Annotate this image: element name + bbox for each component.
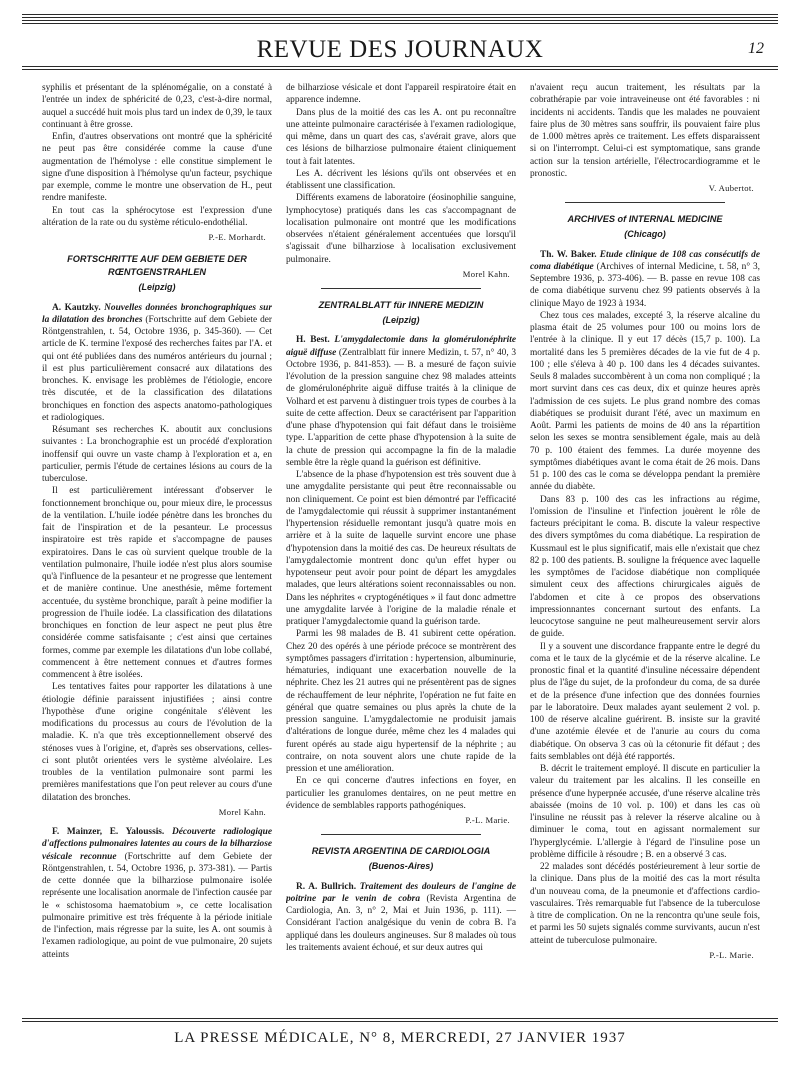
paragraph: n'avaient reçu aucun traitement, les résultats par la cobrathérapie par voie intraveineuse ont été favorables : ni incidents ni accidents. Tandis que les malades ne pouvaient faire plus de 30 mètres sans souffrir, ils pouvaient faire plus de 1.000 mètres après ce traitement. Les effets disparaissent si on l'interrompt. Celui-ci est symptomatique, sans grande action sur la tension artérielle, l'électrocardiogramme et le pronostic. <box>530 83 760 179</box>
article-author: F. Mainzer, E. Yaloussis. <box>52 827 165 837</box>
signature: P.-E. Morhardt. <box>208 232 266 242</box>
signature: P.-L. Marie. <box>465 815 510 825</box>
section-title: REVISTA ARGENTINA DE CARDIOLOGIA <box>311 846 491 857</box>
paragraph: Chez tous ces malades, excepté 3, la réserve alcaline du plasma était de 25 volumes pour 100 ou moins lors de l'entrée à la clinique. Il y eut 17 décès (15,7 p. 100). La mortalité dans les 5 premières décades de la vie fut de 4 p. 100 ; elle s'éleva à 40 p. 100 dans les 4 décades suivantes. Seuls 8 malades succombèrent à un coma non compliqué ; la mort survint dans ces cas deux, dix et quinze heures après l'admission de ces sujets. Le plus grand nombre des comas diabétiques se produisit durant l'été, avec un maximum en Août. Parmi les patients de moins de 40 ans la répartition selon les sexes se montra sensiblement égale, mais au delà 70 p. 100 étaient des femmes. La durée moyenne des symptômes diabétiques avant le coma était de 26 mois. Dans 51 p. 100 des cas le coma se développa pendant la première année du diabète. <box>530 310 760 493</box>
paragraph: Les tentatives faites pour rapporter les dilatations à une étiologie définie paraissent injustifiées ; ainsi contre l'hypothèse d'une origine congénitale s'élèvent les modifications du processus au cours de l'évolution de la maladie. K. n'a que très exceptionnellement observé des sténoses vues à l'origine, et, d'après ses observations, celles-ci sont plutôt orientées vers le système alvéolaire. Les troubles de la ventilation pulmonaire sont parmi les premières manifestations que l'on peut relever au cours d'une dilatation des bronches. <box>42 682 272 803</box>
signature: V. Aubertot. <box>708 183 754 193</box>
article-author: H. Best. <box>296 335 330 346</box>
article-entry <box>286 334 516 469</box>
signature: Morel Kahn. <box>462 268 510 279</box>
paragraph: Enfin, d'autres observations ont montré que la sphéricité ne peut pas être considérée comme la cause d'une augmentation de l'hémolyse : elle constitue simplement le signe d'une disposition à l'hémolyse qu'un facteur, psychique par exemple, comme le montre une observation de H., peut rendre manifeste. <box>42 132 272 204</box>
paragraph: Les A. décrivent les lésions qu'ils ont observées et en établissent une classification. <box>286 168 516 191</box>
article-body: (Revista Argentina de Cardiologia, An. 3, n° 2, Mai et Juin 1936, p. 111). — Considérant l'action analgésique du venin de cobra B. l'a appliqué dans les douleurs angineuses. Sur 8 malades où tous les traitements avaient échoué, et sur deux autres qui <box>286 893 516 953</box>
article-title: L'amygdalectomie dans la glomérulonéphrite aiguë diffuse <box>286 335 516 358</box>
signature: P.-L. Marie. <box>709 949 754 960</box>
column-3 <box>530 82 760 1012</box>
article-entry <box>286 881 516 955</box>
section-title: ARCHIVES of INTERNAL MEDICINE <box>567 214 723 225</box>
section-title: ZENTRALBLATT für INNERE MEDIZIN <box>318 300 484 310</box>
paragraph: de bilharziose vésicale et dont l'appareil respiratoire était en apparence indemne. <box>286 83 516 106</box>
article-title: Découverte radiologique d'affections pulmonaires latentes au cours de la bilharziose vésicale reconnue <box>42 827 272 862</box>
paragraph: syphilis et présentant de la splénomégalie, on a constaté à l'entrée un index de sphéricité de 0,23, c'est-à-dire normal, auquel a succédé huit mois plus tard un index de 0,39, le taux continuant à être grosse. <box>42 83 272 130</box>
header-top-rules <box>22 14 778 26</box>
article-entry <box>42 826 272 961</box>
section-city: (Chicago) <box>624 229 666 240</box>
article-author: Th. W. Baker. <box>540 249 597 260</box>
footer-rules <box>22 1018 778 1024</box>
section-city: (Buenos-Aires) <box>368 861 434 872</box>
page-footer: LA PRESSE MÉDICALE, N° 8, MERCREDI, 27 JANVIER 1937 <box>174 1030 626 1046</box>
article-entry <box>42 302 272 425</box>
article-title: Etude clinique de 108 cas consécutifs de coma diabétique <box>530 249 760 272</box>
journal-section-title: REVUE DES JOURNAUX <box>256 36 544 63</box>
article-body: (Zentralblatt für innere Medizin, t. 57, n° 40, 3 Octobre 1936, p. 841-853). — B. a mesuré de façon suivie l'évolution de la pression sanguine chez 98 malades atteints de glomérulonéphrite aiguë diffuse traités à la clinique de Volhard et est parvenu à distinguer trois types de courbes à la suite de cette affection. Deux se caractérisent par l'apparition d'une phase d'hypotension qui fait défaut dans le troisième type. L'apparition de cette phase d'hypotension à la suite de la chute de pression qui accompagne la fin de la maladie semble être la règle quand la guérison est définitive. <box>286 347 516 468</box>
paragraph: Dans 83 p. 100 des cas les infractions au régime, l'omission de l'insuline et l'infection jouèrent le rôle de facteurs précipitant le coma. B. discute la valeur respective des divers symptômes du coma diabétique. La respiration de Kussmaul est le plus significatif, mais elle n'existait que chez 82 p. 100 des patients. B. souligne la fréquence avec laquelle les symptômes de l'acidose diabétique non compliquée simulent ceux des affections chirurgicales aiguës de l'abdomen et cite à ce propos des observations impressionnantes concernant surtout des enfants. La leucocytose sanguine ne peut malheureusement servir alors de guide. <box>530 494 760 640</box>
paragraph: Résumant ses recherches K. aboutit aux conclusions suivantes : La bronchographie est un procédé d'exploration inoffensif qui ouvre un vaste champ à l'exploration et a, en particulier, permis l'étude de certaines lésions au cours de la tuberculose. <box>42 425 272 484</box>
article-title: Traitement des douleurs de l'angine de poitrine par le venin de cobra <box>286 881 516 904</box>
article-title: Nouvelles données bronchographiques sur la dilatation des bronches <box>42 302 272 325</box>
section-divider <box>321 834 481 835</box>
paragraph: En tout cas la sphérocytose est l'expression d'une altération de la rate ou du système réticulo-endothélial. <box>42 205 272 228</box>
text-columns <box>42 82 760 1012</box>
section-city: (Leipzig) <box>382 315 420 325</box>
paragraph: Parmi les 98 malades de B. 41 subirent cette opération. Chez 20 des opérés à une période précoce se montrèrent des symptômes passagers d'irritation : hypertension, albuminurie, hématuries, indiquant une exacerbation nouvelle de la néphrite. Chez les 21 autres qui ne présentèrent pas de signes de réchauffement de leur néphrite, l'opération ne fut faite en général que quatre semaines ou plus après la chute de la pression sanguine. L'amygdalectomie ne produisit jamais d'altérations de longue durée, même chez les 4 malades qui furent opérés au stade aigu hypertensif de la néphrite ; au contraire, on nota souvent alors une chute rapide de la pression et une amélioration. <box>286 629 516 774</box>
section-divider <box>321 288 481 289</box>
article-body: (Archives of internal Medicine, t. 58, n° 3, Septembre 1936, p. 373-406). — B. passe en revue 108 cas de coma diabétique survenu chez 99 patients observés à la clinique Mayo de 1923 à 1934. <box>530 261 760 309</box>
section-city: (Leipzig) <box>138 282 176 293</box>
section-title: FORTSCHRITTE AUF DEM GEBIETE DER RŒNTGENSTRAHLEN <box>67 254 247 278</box>
paragraph: Il y a souvent une discordance frappante entre le degré du coma et le taux de la glycémie et de la réserve alcaline. Le pronostic final et la quantité d'insuline nécessaire dépendent plus de l'âge du sujet, de la profondeur du coma, de sa durée et de la présence d'une infection que des données fournies par le laboratoire. Deux malades ayant seulement 2 vol. p. 100 de réserve alcaline guérirent. B. insiste sur la gravité d'une azotémie élevée et de l'anurie au cours du coma diabétique. On observa 3 cas où la cétonurie fit défaut ; des faits semblables ont déjà été rapportés. <box>530 641 760 762</box>
page-number: 12 <box>748 40 764 57</box>
paragraph: Dans plus de la moitié des cas les A. ont pu reconnaître une atteinte pulmonaire caractérisée à l'examen radiologique, qui même, dans un quart des cas, s'avérait grave, alors que ces lésions de bilharziose pulmonaire étaient cliniquement tout à fait latentes. <box>286 107 516 167</box>
signature: Morel Kahn. <box>218 806 266 817</box>
article-body: (Fortschritte auf dem Gebiete der Röntgenstrahlen, t. 54, Octobre 1936, p. 345-360). — Cet article de K. termine l'exposé des recherches faites par l'A. et qui ont été publiées dans des numéros antérieurs du journal ; il est plus particulièrement consacré aux dilatations des bronches. K. envisage les problèmes de l'étiologie, encore très discutée, et de la classification des dilatations bronchiques en fonction des aspects anatomo-pathologiques et radiologiques. <box>42 314 272 423</box>
header-bottom-rules <box>22 66 778 72</box>
column-2 <box>286 82 516 1012</box>
column-1 <box>42 82 272 1012</box>
article-body: (Fortschritte auf dem Gebiete der Röntgenstrahlen, t. 54, Octobre 1936, p. 373-381). — Partis de cette donnée que la bilharziose pulmonaire isolée représente une localisation anormale de l'infection causée par le « schistosoma haematobium », ce cette localisation pulmonaire primitive est très fréquente à la période initiale de l'infection, mais régresse par la suite, les A. ont soumis à l'examen radiologique, au point de vue pulmonaire, 20 sujets atteints <box>42 851 272 960</box>
paragraph: En ce qui concerne d'autres infections en foyer, en particulier les granulomes dentaires, on ne peut mettre en évidence de semblables rapports pathogéniques. <box>286 776 516 811</box>
paragraph: Il est particulièrement intéressant d'observer le fonctionnement bronchique ou, pour mieux dire, le processus de la ventilation. L'huile iodée pénètre dans les bronches du fait de l'inspiration et de la pesanteur. Le processus inspiratoire est très rapide et s'accompagne de pauses expiratoires. Dans le cas où survient quelque trouble de la ventilation pulmonaire, l'huile iodée n'est plus alors soumise qu'à l'influence de la pesanteur et ne progresse que lentement et de manière continue. Une anesthésie, même fortement accentuée, du système bronchique, paraît à peine modifier la progression de l'huile iodée. La classification des dilatations bronchiques en fonction de leur aspect ne peut plus être considérée comme satisfaisante ; c'est ainsi que certaines formes, comme par exemple les dilatations d'un lobe collabé, commencent à être nettement connues et d'autres formes commencent à être isolées. <box>42 486 272 680</box>
article-entry <box>530 249 760 310</box>
paragraph: Différents examens de laboratoire (éosinophilie sanguine, lymphocytose) pratiqués dans les cas s'accompagnant de localisation pulmonaire ont montré que les modifications observées n'étaient généralement accentuées que lorsqu'il s'agissait d'une bilharziose à localisation exclusivement pulmonaire. <box>286 193 516 265</box>
paragraph: B. décrit le traitement employé. Il discute en particulier la valeur du traitement par les alcalins. Il les conseille en présence d'une hyperpnée accusée, d'une réserve alcaline très abaissée (moins de 10 vol. p. 100) et dans les cas où l'insuline ne réussit pas à relever la réserve alcaline ou à diminuer le coma, tout en agissant normalement sur l'hyperglycémie. L'allergie à l'égard de l'insuline pose un problème difficile à résoudre ; B. en a observé 3 cas. <box>530 764 760 860</box>
section-divider <box>565 202 725 203</box>
article-author: R. A. Bullrich. <box>296 881 357 892</box>
paragraph: L'absence de la phase d'hypotension est très souvent due à une amygdalite persistante qui peut être reconnaissable ou non cliniquement. Ce point est bien démontré par l'efficacité de l'amygdalectomie qui réussit à supprimer instantanément l'hypertension résiduelle remontant jusqu'à quatre mois en arrière et à la suite de laquelle survint encore une phase d'hypotension dans la moitié des cas. De heureux résultats de l'amygdalectomie montrent donc qu'un effet hyper ou hypotenseur peut avoir pour point de départ les amygdales malades, que leurs altérations soient reconnaissables ou non. Dans les néphrites « cryptogénétiques » il faut donc admettre une amygdalite larvée à l'origine de la maladie rénale et pratiquer l'amygdalectomie quand la guérison tarde. <box>286 470 516 627</box>
article-author: A. Kautzky. <box>52 302 101 313</box>
paragraph: 22 malades sont décédés postérieurement à leur sortie de la clinique. Dans plus de la moitié des cas la mort résulta d'un nouveau coma, de la pneumonie et d'affections cardio-vasculaires. Très remarquable fut l'absence de la tuberculose à titre de complication. On ne la rencontra qu'une seule fois, et parmi les 50 sujets signalés comme survivants, aucun n'est atteint de tuberculose pulmonaire. <box>530 862 760 946</box>
